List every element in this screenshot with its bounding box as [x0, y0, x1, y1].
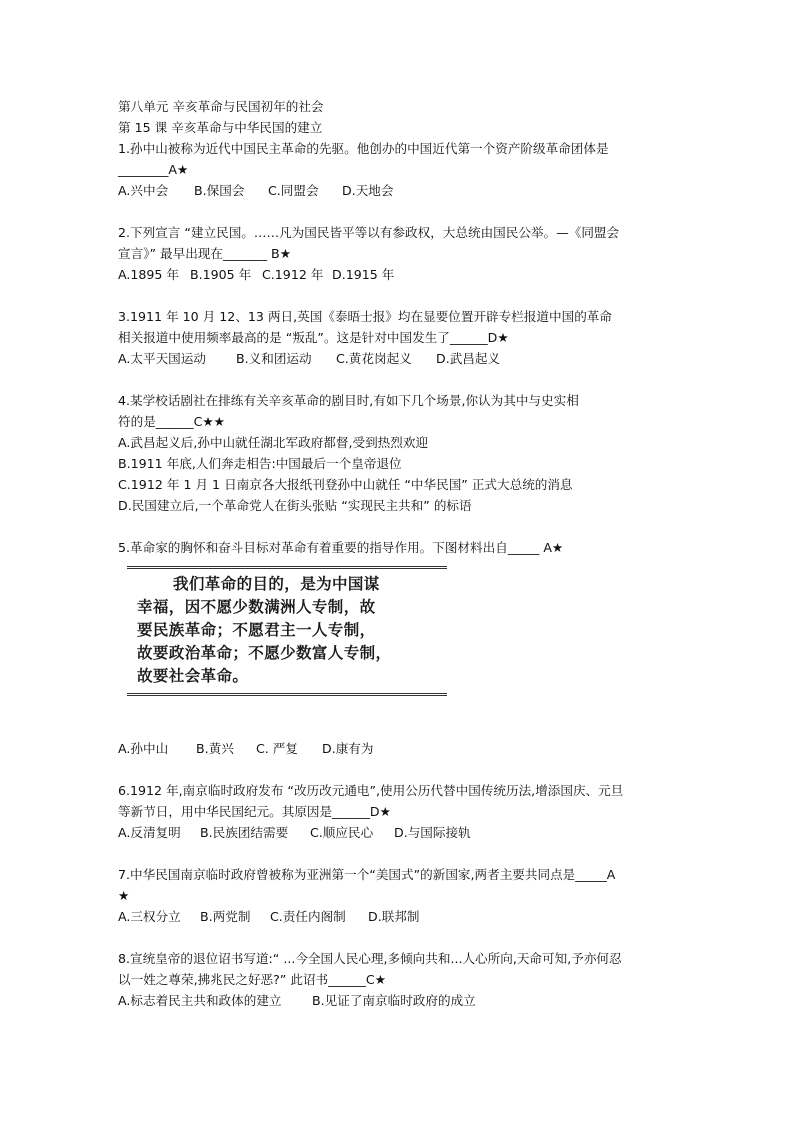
question-2	[118, 222, 688, 285]
question-3	[118, 306, 688, 369]
options-row	[118, 264, 688, 285]
option-b: B.两党制	[200, 909, 251, 924]
option-a: A.武昌起义后,孙中山就任湖北军政府都督,受到热烈欢迎	[118, 435, 429, 450]
worksheet	[118, 96, 688, 1011]
question-stem: 宣言》” 最早出现在_______ B★	[118, 246, 291, 261]
option-b: B.保国会	[194, 183, 245, 198]
question-stem: 相关报道中使用频率最高的是 “叛乱”。这是针对中国发生了______D★	[118, 330, 509, 345]
quote-line: 要民族革命；不愿君主一人专制，	[137, 621, 376, 639]
question-6	[118, 780, 688, 843]
option-a: A.三权分立	[118, 909, 181, 924]
option-c: C. 严复	[256, 741, 298, 756]
question-5	[118, 537, 688, 759]
question-stem: 7.中华民国南京临时政府曾被称为亚洲第一个“美国式”的新国家,两者主要共同点是_____A	[118, 867, 616, 882]
option-c: C.顺应民心	[310, 825, 374, 840]
option-b: B.民族团结需要	[200, 825, 289, 840]
option-b: B.义和团运动	[236, 351, 312, 366]
option-d: D.武昌起义	[436, 351, 501, 366]
option-d: D.联邦制	[368, 909, 420, 924]
option-a: A.标志着民主共和政体的建立	[118, 993, 282, 1008]
option-b: B.见证了南京临时政府的成立	[312, 993, 476, 1008]
option-d: D.1915 年	[332, 267, 395, 282]
question-stem: 6.1912 年,南京临时政府发布 “改历改元通电”,使用公历代替中国传统历法,增添国庆、元旦	[118, 783, 624, 798]
question-stem: 3.1911 年 10 月 12、13 两日,英国《泰晤士报》均在显要位置开辟专栏报道中国的革命	[118, 309, 612, 324]
question-stem: 1.孙中山被称为近代中国民主革命的先驱。他创办的中国近代第一个资产阶级革命团体是	[118, 141, 609, 156]
question-8	[118, 948, 688, 1011]
quote-line: 我们革命的目的，是为中国谋	[173, 575, 380, 593]
option-c: C.责任内阁制	[270, 909, 346, 924]
option-c: C.黄花岗起义	[336, 351, 412, 366]
question-stem: 5.革命家的胸怀和奋斗目标对革命有着重要的指导作用。下图材料出自_____ A★	[118, 540, 564, 555]
quote-line: 幸福，因不愿少数满洲人专制，故	[137, 598, 376, 616]
options-row	[118, 906, 688, 927]
option-d: D.康有为	[322, 741, 374, 756]
option-b: B.1911 年底,人们奔走相告:中国最后一个皇帝退位	[118, 456, 402, 471]
question-stem: 等新节日，用中华民国纪元。其原因是______D★	[118, 804, 391, 819]
option-a: A.兴中会	[118, 183, 169, 198]
question-stem: 以一姓之尊荣,拂兆民之好恶?” 此诏书______C★	[118, 972, 386, 987]
unit-title: 第八单元 辛亥革命与民国初年的社会	[118, 99, 324, 114]
option-d: D.天地会	[342, 183, 394, 198]
options-row	[118, 738, 688, 759]
option-a: A.1895 年	[118, 267, 180, 282]
quote-line: 故要社会革命。	[137, 667, 249, 685]
question-stem: 8.宣统皇帝的退位诏书写道:“ ...今全国人民心理,多倾向共和...人心所向,天命可知,予亦何忍	[118, 951, 622, 966]
question-stem: 2.下列宣言 “建立民国。……凡为国民皆平等以有参政权，大总统由国民公举。—《同盟会	[118, 225, 620, 240]
quote-line: 故要政治革命；不愿少数富人专制，	[137, 644, 392, 662]
option-c: C.同盟会	[268, 183, 319, 198]
option-a: A.孙中山	[118, 741, 169, 756]
question-stem: ★	[118, 888, 130, 903]
option-c: C.1912 年 1 月 1 日南京各大报纸刊登孙中山就任 “中华民国” 正式大总统的消息	[118, 477, 573, 492]
question-stem: ________A★	[118, 162, 189, 177]
option-c: C.1912 年	[262, 267, 324, 282]
option-b: B.1905 年	[190, 267, 252, 282]
lesson-title: 第 15 课 辛亥革命与中华民国的建立	[118, 120, 323, 135]
option-b: B.黄兴	[196, 741, 234, 756]
option-d: D.与国际接轨	[394, 825, 471, 840]
question-stem: 4.某学校话剧社在排练有关辛亥革命的剧目时,有如下几个场景,你认为其中与史实相	[118, 393, 579, 408]
option-a: A.反清复明	[118, 825, 181, 840]
options-row	[118, 990, 688, 1011]
option-a: A.太平天国运动	[118, 351, 206, 366]
options-row	[118, 180, 688, 201]
options-row	[118, 348, 688, 369]
question-1	[118, 138, 688, 201]
option-d: D.民国建立后,一个革命党人在街头张贴 “实现民主共和” 的标语	[118, 498, 472, 513]
quote-image	[127, 566, 447, 696]
question-4	[118, 390, 688, 516]
question-stem: 符的是______C★★	[118, 414, 225, 429]
options-row	[118, 822, 688, 843]
question-7	[118, 864, 688, 927]
